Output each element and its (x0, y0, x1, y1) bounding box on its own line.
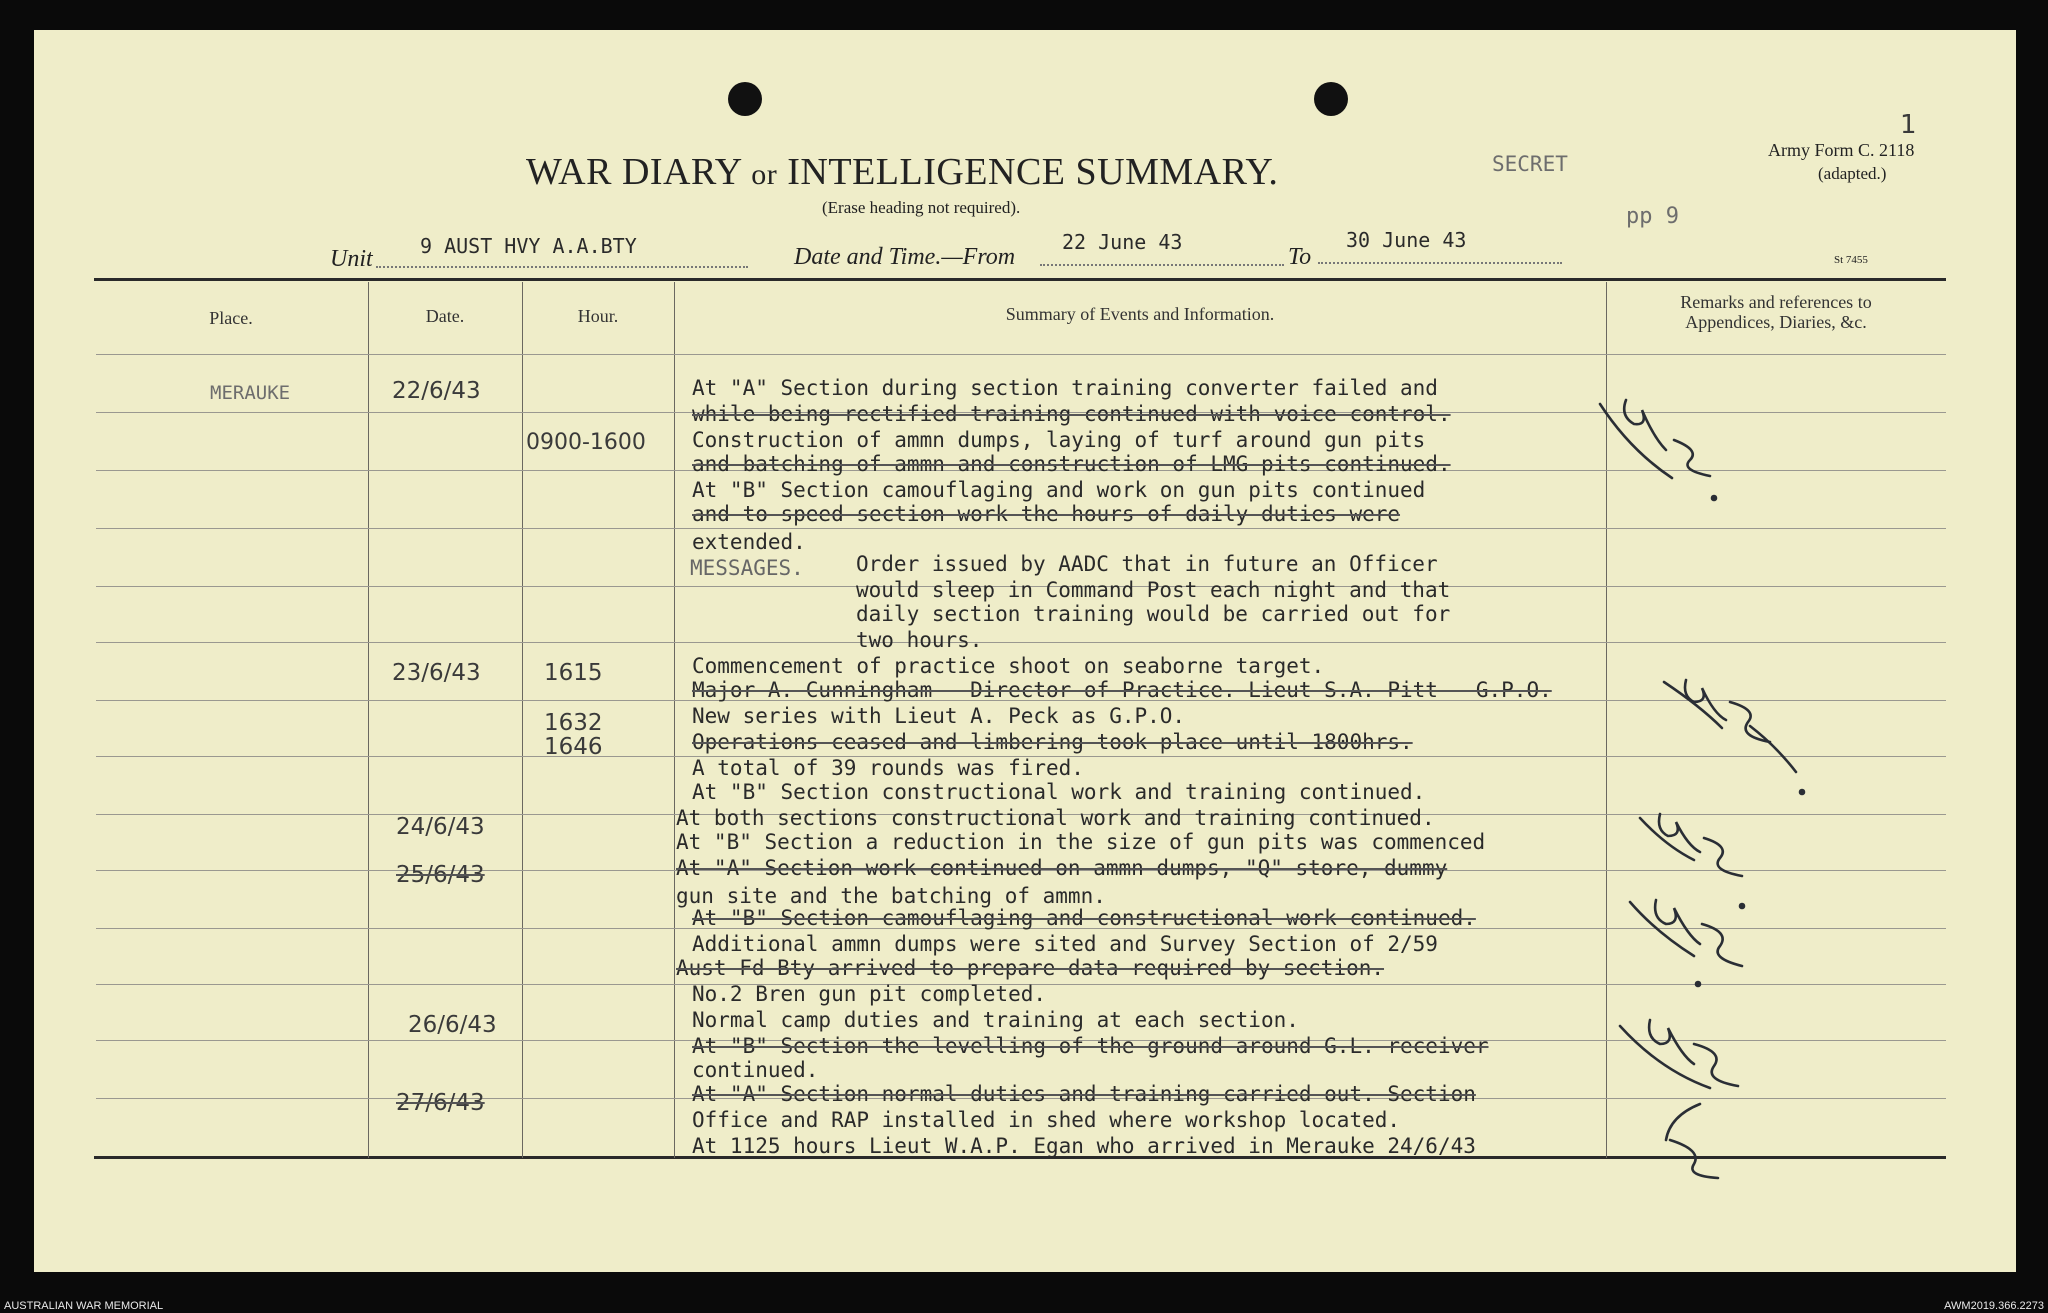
initial-stroke (1600, 404, 1672, 478)
summary-line: Construction of ammn dumps, laying of turf around gun pits (692, 428, 1426, 452)
erase-note: (Erase heading not required). (822, 198, 1021, 217)
summary-line: continued. (692, 1058, 819, 1082)
table-top-rule (94, 278, 1946, 281)
summary-line: Order issued by AADC that in future an Officer (856, 552, 1438, 576)
column-header-place: Place. (209, 308, 253, 328)
hour-entry: 1646 (544, 734, 603, 760)
army-form-label: Army Form C. 2118 (1768, 140, 1915, 160)
initial-stroke (1670, 1140, 1718, 1178)
summary-line: and to speed section work the hours of daily duties were (692, 502, 1401, 526)
secret-stamp: SECRET (1492, 152, 1568, 176)
page-reference: pp 9 (1626, 204, 1679, 229)
initial-stroke (1694, 1044, 1738, 1086)
unit-dotted-line (376, 266, 748, 268)
summary-line: Additional ammn dumps were sited and Survey Section of 2/59 (692, 932, 1438, 956)
unit-label: Unit (330, 246, 373, 272)
summary-line: while being rectified training continued with voice control. (692, 402, 1451, 426)
initial-dot (1740, 904, 1744, 908)
summary-line: At "B" Section constructional work and training continued. (692, 780, 1426, 804)
column-header-summary: Summary of Events and Information. (1005, 304, 1275, 324)
column-header-date: Date. (425, 306, 465, 326)
summary-line: At "B" Section camouflaging and constructional work continued. (692, 906, 1476, 930)
initial-stroke (1620, 1026, 1710, 1088)
summary-line: would sleep in Command Post each night and that (856, 578, 1451, 602)
hour-entry: 1615 (544, 660, 603, 686)
summary-line: Normal camp duties and training at each section. (692, 1008, 1299, 1032)
date-entry: 26/6/43 (408, 1012, 497, 1038)
punch-hole-left (728, 82, 762, 116)
hour-entry: 0900-1600 (526, 430, 646, 455)
summary-line: At "B" Section camouflaging and work on gun pits continued (692, 478, 1426, 502)
column-header-remarks-line-1: Remarks and references to (1680, 292, 1872, 312)
summary-line: At "A" Section work continued on ammn dumps, "Q" store, dummy (676, 856, 1448, 880)
initial-stroke (1750, 726, 1796, 772)
initial-stroke (1630, 902, 1694, 956)
column-divider-place (368, 282, 369, 1158)
date-entry: 22/6/43 (392, 378, 481, 404)
corner-mark: 1 (1900, 110, 1917, 140)
summary-line: At "B" Section the levelling of the ground around G.L. receiver (692, 1034, 1489, 1058)
punch-hole-right (1314, 82, 1348, 116)
initial-stroke (1659, 814, 1700, 852)
hour-entry: 1632 (544, 710, 603, 736)
summary-line: At "A" Section normal duties and training carried out. Section (692, 1082, 1476, 1106)
place-value: MERAUKE (210, 382, 291, 404)
date-to-dotted-line (1318, 262, 1562, 264)
messages-label: MESSAGES. (690, 556, 804, 580)
date-entry: 25/6/43 (396, 862, 485, 888)
page-title: WAR DIARY or INTELLIGENCE SUMMARY. (526, 151, 1279, 193)
summary-line: A total of 39 rounds was fired. (692, 756, 1084, 780)
summary-line: Operations ceased and limbering took place until 1800hrs. (692, 730, 1413, 754)
date-from-value: 22 June 43 (1062, 230, 1183, 254)
initial-stroke (1666, 1104, 1700, 1140)
date-from-label: Date and Time.—From (794, 244, 1016, 270)
date-entry: 27/6/43 (396, 1090, 485, 1116)
summary-line: No.2 Bren gun pit completed. (692, 982, 1047, 1006)
summary-line: extended. (692, 530, 806, 554)
print-code: St 7455 (1834, 254, 1868, 266)
initial-dot (1696, 982, 1700, 986)
initial-stroke (1702, 924, 1742, 966)
footer-archive-name: AUSTRALIAN WAR MEMORIAL (4, 1300, 164, 1312)
summary-line: New series with Lieut A. Peck as G.P.O. (692, 704, 1186, 728)
initial-dot (1712, 496, 1716, 500)
initial-stroke (1704, 838, 1742, 876)
column-divider-hour (674, 282, 675, 1158)
date-to-value: 30 June 43 (1346, 228, 1467, 252)
remarks-initials-drawing (1590, 380, 1970, 1190)
summary-line: Major A. Cunningham - Director of Practice. Lieut S.A. Pitt - G.P.O. (692, 678, 1552, 702)
summary-line: two hours. (856, 628, 983, 652)
date-entry: 23/6/43 (392, 660, 481, 686)
date-from-dotted-line (1040, 264, 1284, 266)
initial-stroke (1655, 900, 1700, 944)
column-divider-date (522, 282, 523, 1158)
summary-line: Aust Fd Bty arrived to prepare data required by section. (676, 956, 1385, 980)
summary-line: At both sections constructional work and training continued. (676, 806, 1435, 830)
column-header-hour: Hour. (577, 306, 619, 326)
column-header-remarks-line-2: Appendices, Diaries, &c. (1685, 312, 1867, 332)
unit-value: 9 AUST HVY A.A.BTY (420, 234, 637, 258)
initial-stroke (1664, 682, 1722, 728)
form-adapted-label: (adapted.) (1818, 164, 1887, 183)
footer-accession-number: AWM2019.366.2273 (1944, 1300, 2044, 1312)
date-entry: 24/6/43 (396, 814, 485, 840)
ruled-line (96, 354, 1946, 355)
summary-line: Commencement of practice shoot on seaborne target. (692, 654, 1325, 678)
date-to-label: To (1288, 244, 1312, 270)
summary-line: At "A" Section during section training converter failed and (692, 376, 1438, 400)
summary-line: Office and RAP installed in shed where workshop located. (692, 1108, 1401, 1132)
summary-line: At "B" Section a reduction in the size of gun pits was commenced (676, 830, 1486, 854)
initial-stroke (1674, 440, 1710, 476)
summary-line: daily section training would be carried out for (856, 602, 1451, 626)
initial-dot (1800, 790, 1804, 794)
summary-line: and batching of ammn and construction of LMG pits continued. (692, 452, 1451, 476)
summary-line: At 1125 hours Lieut W.A.P. Egan who arrived in Merauke 24/6/43 (692, 1134, 1476, 1158)
summary-line: gun site and the batching of ammn. (676, 884, 1106, 908)
